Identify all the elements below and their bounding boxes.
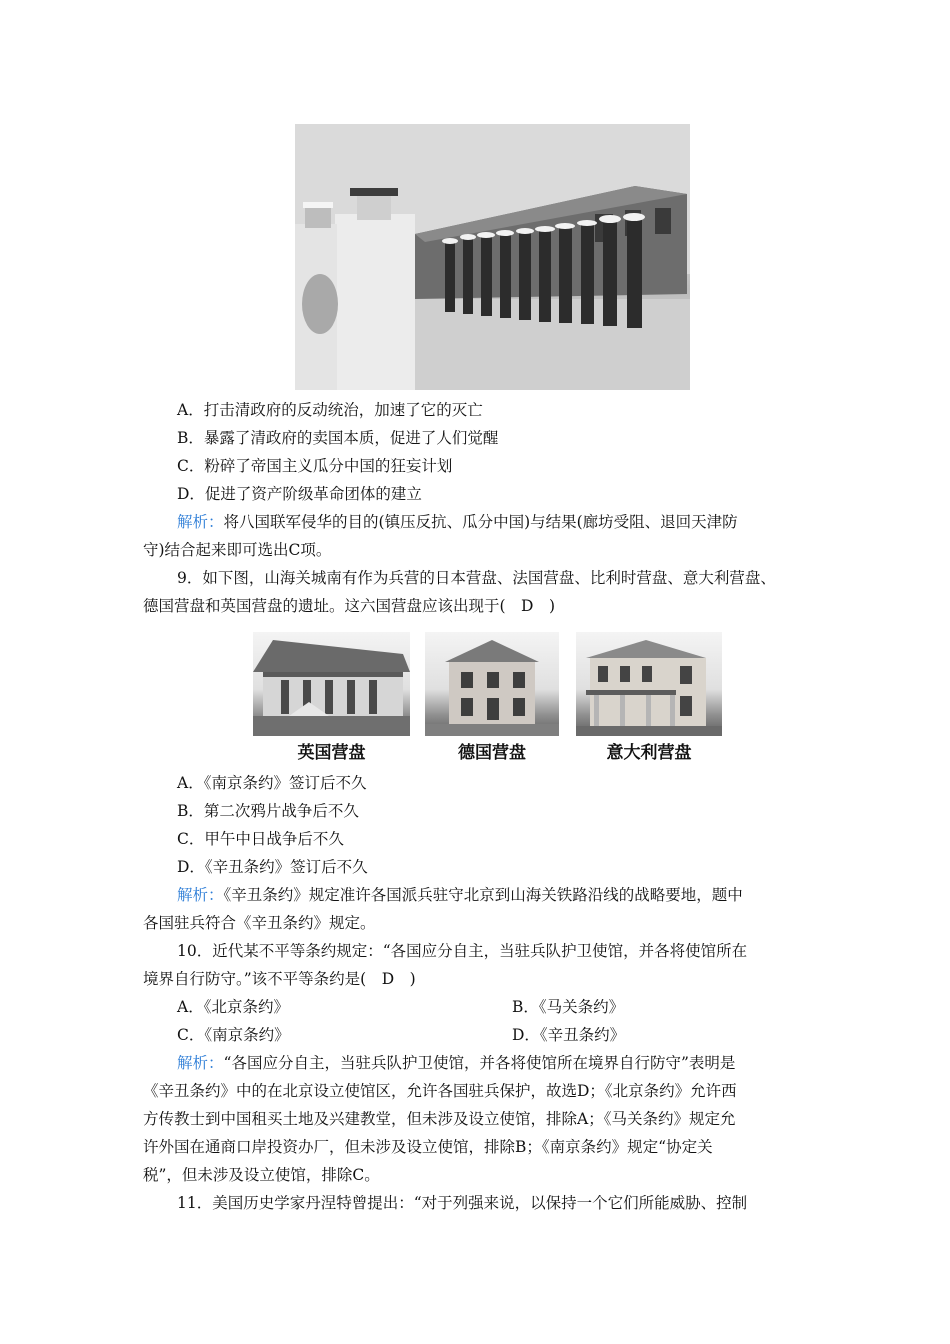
q9-explanation-line-1 xyxy=(177,885,743,905)
q9-option-c: C．甲午中日战争后不久 xyxy=(177,830,344,848)
q10-explanation-line-4: 许外国在通商口岸投资办厂，但未涉及设立使馆，排除B；《南京条约》规定“协定关 xyxy=(143,1138,713,1156)
q8-option-b: B．暴露了清政府的卖国本质，促进了人们觉醒 xyxy=(177,429,499,447)
q10-explanation-line-3: 方传教士到中国租买土地及兴建教堂，但未涉及设立使馆，排除A；《马关条约》规定允 xyxy=(143,1110,736,1128)
q10-option-b: B．《马关条约》 xyxy=(512,998,625,1016)
q10-stem-line-1: 10．近代某不平等条约规定：“各国应分自主，当驻兵队护卫使馆，并各将使馆所在 xyxy=(177,942,748,960)
q9-option-a: A．《南京条约》签订后不久 xyxy=(177,774,367,792)
q10-explanation-text: “各国应分自主，当驻兵队护卫使馆，并各将使馆所在境界自行防守”表明是 xyxy=(223,1054,736,1072)
british-camp-photo xyxy=(253,632,410,736)
q8-option-d: D．促进了资产阶级革命团体的建立 xyxy=(177,485,422,503)
q8-option-c: C．粉碎了帝国主义瓜分中国的狂妄计划 xyxy=(177,457,453,475)
soldiers-train-photo xyxy=(295,124,690,390)
q10-explanation-line-5: 税”，但未涉及设立使馆，排除C。 xyxy=(143,1166,380,1184)
caption-german-camp: 德国营盘 xyxy=(458,743,526,763)
q9-stem-line-1: 9．如下图，山海关城南有作为兵营的日本营盘、法国营盘、比利时营盘、意大利营盘、 xyxy=(177,569,776,587)
q10-option-c: C．《南京条约》 xyxy=(177,1026,290,1044)
q10-explanation-line-2: 《辛丑条约》中的在北京设立使馆区，允许各国驻兵保护，故选D；《北京条约》允许西 xyxy=(143,1082,737,1100)
q9-explanation-text: 《辛丑条约》规定准许各国派兵驻守北京到山海关铁路沿线的战略要地，题中 xyxy=(223,886,743,904)
q9-option-d: D．《辛丑条约》签订后不久 xyxy=(177,858,368,876)
q9-explanation-line-2: 各国驻兵符合《辛丑条约》规定。 xyxy=(143,914,376,932)
q8-option-a: A．打击清政府的反动统治，加速了它的灭亡 xyxy=(177,401,483,419)
q8-explanation-label: 解析： xyxy=(177,513,224,531)
q11-stem-line-1: 11．美国历史学家丹涅特曾提出：“对于列强来说，以保持一个它们所能威胁、控制 xyxy=(177,1194,748,1212)
q8-explanation-text: 将八国联军侵华的目的(镇压反抗、瓜分中国)与结果(廊坊受阻、退回天津防 xyxy=(223,513,738,531)
q8-explanation-line-2: 守)结合起来即可选出C项。 xyxy=(143,541,332,559)
q10-option-d: D．《辛丑条约》 xyxy=(512,1026,626,1044)
german-camp-photo xyxy=(425,632,559,736)
q9-option-b: B．第二次鸦片战争后不久 xyxy=(177,802,359,820)
q10-stem-line-2: 境界自行防守。”该不平等条约是( D ) xyxy=(143,970,416,988)
caption-italian-camp: 意大利营盘 xyxy=(606,743,692,763)
italian-camp-photo xyxy=(576,632,722,736)
q10-explanation-line-1 xyxy=(177,1053,735,1073)
q10-explanation-label: 解析： xyxy=(177,1054,224,1072)
q10-option-a: A．《北京条约》 xyxy=(177,998,289,1016)
q8-explanation-line-1 xyxy=(177,512,738,532)
q9-explanation-label: 解析： xyxy=(177,886,224,904)
q9-stem-line-2: 德国营盘和英国营盘的遗址。这六国营盘应该出现于( D ) xyxy=(143,597,556,615)
caption-british-camp: 英国营盘 xyxy=(297,743,366,763)
